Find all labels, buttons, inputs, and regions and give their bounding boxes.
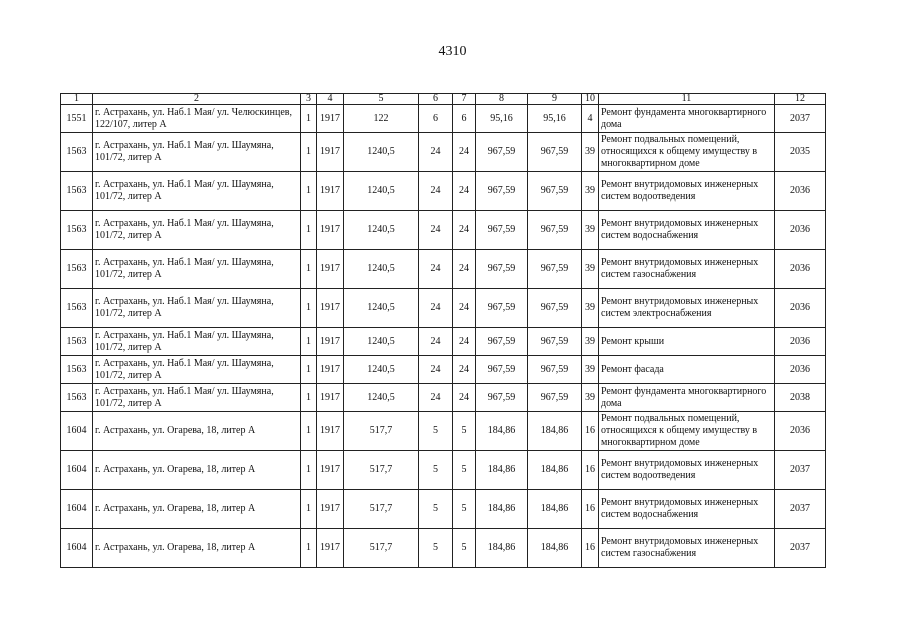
cell-value: 184,86 [476, 529, 528, 568]
cell-value: 967,59 [476, 172, 528, 211]
cell-value: 1 [301, 529, 317, 568]
column-number: 8 [476, 94, 528, 105]
cell-value: 1 [301, 211, 317, 250]
row-number: 1563 [61, 384, 93, 412]
cell-value: 184,86 [528, 451, 582, 490]
cell-value: 5 [419, 412, 453, 451]
cell-value: 1917 [317, 384, 344, 412]
repair-type: Ремонт фасада [599, 356, 775, 384]
table-row [61, 490, 826, 529]
row-number: 1604 [61, 490, 93, 529]
cell-value: 967,59 [528, 250, 582, 289]
cell-value: 24 [419, 133, 453, 172]
cell-value: 1917 [317, 133, 344, 172]
cell-value: 39 [582, 384, 599, 412]
cell-value: 39 [582, 133, 599, 172]
cell-value: 39 [582, 328, 599, 356]
cell-value: 1240,5 [344, 289, 419, 328]
cell-value: 1917 [317, 289, 344, 328]
repair-type: Ремонт подвальных помещений, относящихся к общему имуществу в многоквартирном доме [599, 133, 775, 172]
address: г. Астрахань, ул. Огарева, 18, литер А [93, 490, 301, 529]
table-row [61, 412, 826, 451]
page-number: 4310 [438, 44, 467, 59]
cell-value: 1917 [317, 490, 344, 529]
cell-value: 1240,5 [344, 250, 419, 289]
column-number: 3 [301, 94, 317, 105]
cell-value: 967,59 [476, 211, 528, 250]
address: г. Астрахань, ул. Наб.1 Мая/ ул. Шаумяна, 101/72, литер А [93, 172, 301, 211]
cell-value: 24 [453, 211, 476, 250]
address: г. Астрахань, ул. Наб.1 Мая/ ул. Челюскинцев, 122/107, литер А [93, 105, 301, 133]
cell-value: 24 [419, 356, 453, 384]
cell-value: 2037 [775, 105, 826, 133]
address: г. Астрахань, ул. Наб.1 Мая/ ул. Шаумяна, 101/72, литер А [93, 250, 301, 289]
cell-value: 967,59 [528, 384, 582, 412]
cell-value: 1917 [317, 105, 344, 133]
cell-value: 24 [453, 172, 476, 211]
cell-value: 2036 [775, 172, 826, 211]
cell-value: 1240,5 [344, 384, 419, 412]
cell-value: 1 [301, 172, 317, 211]
cell-value: 2037 [775, 451, 826, 490]
address: г. Астрахань, ул. Наб.1 Мая/ ул. Шаумяна, 101/72, литер А [93, 289, 301, 328]
cell-value: 5 [419, 529, 453, 568]
cell-value: 1 [301, 105, 317, 133]
cell-value: 517,7 [344, 529, 419, 568]
repair-type: Ремонт крыши [599, 328, 775, 356]
cell-value: 2038 [775, 384, 826, 412]
row-number: 1563 [61, 356, 93, 384]
row-number: 1563 [61, 328, 93, 356]
table-row [61, 384, 826, 412]
cell-value: 16 [582, 412, 599, 451]
cell-value: 24 [453, 328, 476, 356]
cell-value: 2036 [775, 412, 826, 451]
cell-value: 184,86 [528, 412, 582, 451]
repair-type: Ремонт подвальных помещений, относящихся к общему имуществу в многоквартирном доме [599, 412, 775, 451]
cell-value: 2037 [775, 490, 826, 529]
cell-value: 5 [453, 451, 476, 490]
address: г. Астрахань, ул. Огарева, 18, литер А [93, 529, 301, 568]
cell-value: 967,59 [476, 328, 528, 356]
column-number: 4 [317, 94, 344, 105]
column-number: 2 [93, 94, 301, 105]
cell-value: 6 [453, 105, 476, 133]
cell-value: 1917 [317, 356, 344, 384]
column-number: 10 [582, 94, 599, 105]
cell-value: 184,86 [476, 490, 528, 529]
cell-value: 4 [582, 105, 599, 133]
cell-value: 967,59 [528, 328, 582, 356]
cell-value: 184,86 [476, 451, 528, 490]
cell-value: 1 [301, 328, 317, 356]
row-number: 1563 [61, 289, 93, 328]
address: г. Астрахань, ул. Огарева, 18, литер А [93, 412, 301, 451]
cell-value: 39 [582, 250, 599, 289]
cell-value: 16 [582, 490, 599, 529]
repair-type: Ремонт внутридомовых инженерных систем водоотведения [599, 172, 775, 211]
row-number: 1604 [61, 412, 93, 451]
cell-value: 1917 [317, 529, 344, 568]
cell-value: 1240,5 [344, 172, 419, 211]
table-row [61, 451, 826, 490]
repair-type: Ремонт внутридомовых инженерных систем водоотведения [599, 451, 775, 490]
table-row [61, 105, 826, 133]
cell-value: 5 [453, 490, 476, 529]
address: г. Астрахань, ул. Наб.1 Мая/ ул. Шаумяна, 101/72, литер А [93, 328, 301, 356]
column-number-row [61, 94, 826, 105]
cell-value: 1240,5 [344, 133, 419, 172]
cell-value: 24 [419, 289, 453, 328]
table-row [61, 172, 826, 211]
repair-schedule-table [60, 93, 826, 568]
row-number: 1563 [61, 133, 93, 172]
cell-value: 5 [419, 451, 453, 490]
column-number: 1 [61, 94, 93, 105]
address: г. Астрахань, ул. Наб.1 Мая/ ул. Шаумяна, 101/72, литер А [93, 356, 301, 384]
cell-value: 1 [301, 490, 317, 529]
cell-value: 2036 [775, 211, 826, 250]
cell-value: 1 [301, 250, 317, 289]
column-number: 5 [344, 94, 419, 105]
table-row [61, 133, 826, 172]
cell-value: 2036 [775, 356, 826, 384]
cell-value: 1917 [317, 412, 344, 451]
cell-value: 517,7 [344, 490, 419, 529]
cell-value: 24 [419, 328, 453, 356]
cell-value: 184,86 [476, 412, 528, 451]
cell-value: 1 [301, 289, 317, 328]
cell-value: 1917 [317, 328, 344, 356]
row-number: 1604 [61, 451, 93, 490]
cell-value: 24 [453, 356, 476, 384]
cell-value: 24 [419, 172, 453, 211]
cell-value: 967,59 [476, 250, 528, 289]
cell-value: 2036 [775, 250, 826, 289]
cell-value: 5 [453, 529, 476, 568]
cell-value: 24 [453, 384, 476, 412]
cell-value: 1 [301, 412, 317, 451]
repair-type: Ремонт внутридомовых инженерных систем водоснабжения [599, 211, 775, 250]
cell-value: 5 [419, 490, 453, 529]
cell-value: 517,7 [344, 451, 419, 490]
cell-value: 967,59 [528, 356, 582, 384]
repair-type: Ремонт внутридомовых инженерных систем газоснабжения [599, 250, 775, 289]
cell-value: 39 [582, 289, 599, 328]
cell-value: 39 [582, 172, 599, 211]
cell-value: 24 [419, 384, 453, 412]
cell-value: 24 [453, 133, 476, 172]
cell-value: 6 [419, 105, 453, 133]
row-number: 1563 [61, 172, 93, 211]
repair-type: Ремонт фундамента многоквартирного дома [599, 384, 775, 412]
cell-value: 517,7 [344, 412, 419, 451]
cell-value: 16 [582, 529, 599, 568]
table-row [61, 356, 826, 384]
column-number: 7 [453, 94, 476, 105]
repair-type: Ремонт внутридомовых инженерных систем газоснабжения [599, 529, 775, 568]
cell-value: 184,86 [528, 490, 582, 529]
cell-value: 967,59 [476, 384, 528, 412]
cell-value: 5 [453, 412, 476, 451]
cell-value: 2036 [775, 289, 826, 328]
address: г. Астрахань, ул. Наб.1 Мая/ ул. Шаумяна, 101/72, литер А [93, 384, 301, 412]
cell-value: 2036 [775, 328, 826, 356]
table-row [61, 529, 826, 568]
cell-value: 184,86 [528, 529, 582, 568]
cell-value: 24 [419, 250, 453, 289]
cell-value: 1240,5 [344, 356, 419, 384]
cell-value: 967,59 [528, 289, 582, 328]
cell-value: 967,59 [476, 356, 528, 384]
cell-value: 967,59 [476, 289, 528, 328]
cell-value: 1917 [317, 451, 344, 490]
table-body [61, 105, 826, 568]
table-row [61, 328, 826, 356]
address: г. Астрахань, ул. Наб.1 Мая/ ул. Шаумяна, 101/72, литер А [93, 133, 301, 172]
cell-value: 39 [582, 211, 599, 250]
column-number: 6 [419, 94, 453, 105]
table-row [61, 289, 826, 328]
cell-value: 967,59 [476, 133, 528, 172]
cell-value: 24 [419, 211, 453, 250]
cell-value: 39 [582, 356, 599, 384]
cell-value: 2035 [775, 133, 826, 172]
cell-value: 1 [301, 451, 317, 490]
cell-value: 967,59 [528, 133, 582, 172]
cell-value: 1240,5 [344, 211, 419, 250]
cell-value: 1240,5 [344, 328, 419, 356]
column-number: 9 [528, 94, 582, 105]
cell-value: 1917 [317, 250, 344, 289]
repair-type: Ремонт внутридомовых инженерных систем водоснабжения [599, 490, 775, 529]
column-number: 11 [599, 94, 775, 105]
cell-value: 1 [301, 133, 317, 172]
cell-value: 967,59 [528, 211, 582, 250]
repair-type: Ремонт внутридомовых инженерных систем электроснабжения [599, 289, 775, 328]
address: г. Астрахань, ул. Наб.1 Мая/ ул. Шаумяна, 101/72, литер А [93, 211, 301, 250]
cell-value: 1917 [317, 172, 344, 211]
cell-value: 1917 [317, 211, 344, 250]
cell-value: 1 [301, 356, 317, 384]
table-row [61, 250, 826, 289]
row-number: 1563 [61, 250, 93, 289]
cell-value: 16 [582, 451, 599, 490]
cell-value: 95,16 [528, 105, 582, 133]
table-row [61, 211, 826, 250]
cell-value: 24 [453, 289, 476, 328]
cell-value: 1 [301, 384, 317, 412]
cell-value: 122 [344, 105, 419, 133]
cell-value: 967,59 [528, 172, 582, 211]
row-number: 1604 [61, 529, 93, 568]
column-number: 12 [775, 94, 826, 105]
row-number: 1563 [61, 211, 93, 250]
row-number: 1551 [61, 105, 93, 133]
cell-value: 2037 [775, 529, 826, 568]
repair-type: Ремонт фундамента многоквартирного дома [599, 105, 775, 133]
cell-value: 95,16 [476, 105, 528, 133]
cell-value: 24 [453, 250, 476, 289]
address: г. Астрахань, ул. Огарева, 18, литер А [93, 451, 301, 490]
